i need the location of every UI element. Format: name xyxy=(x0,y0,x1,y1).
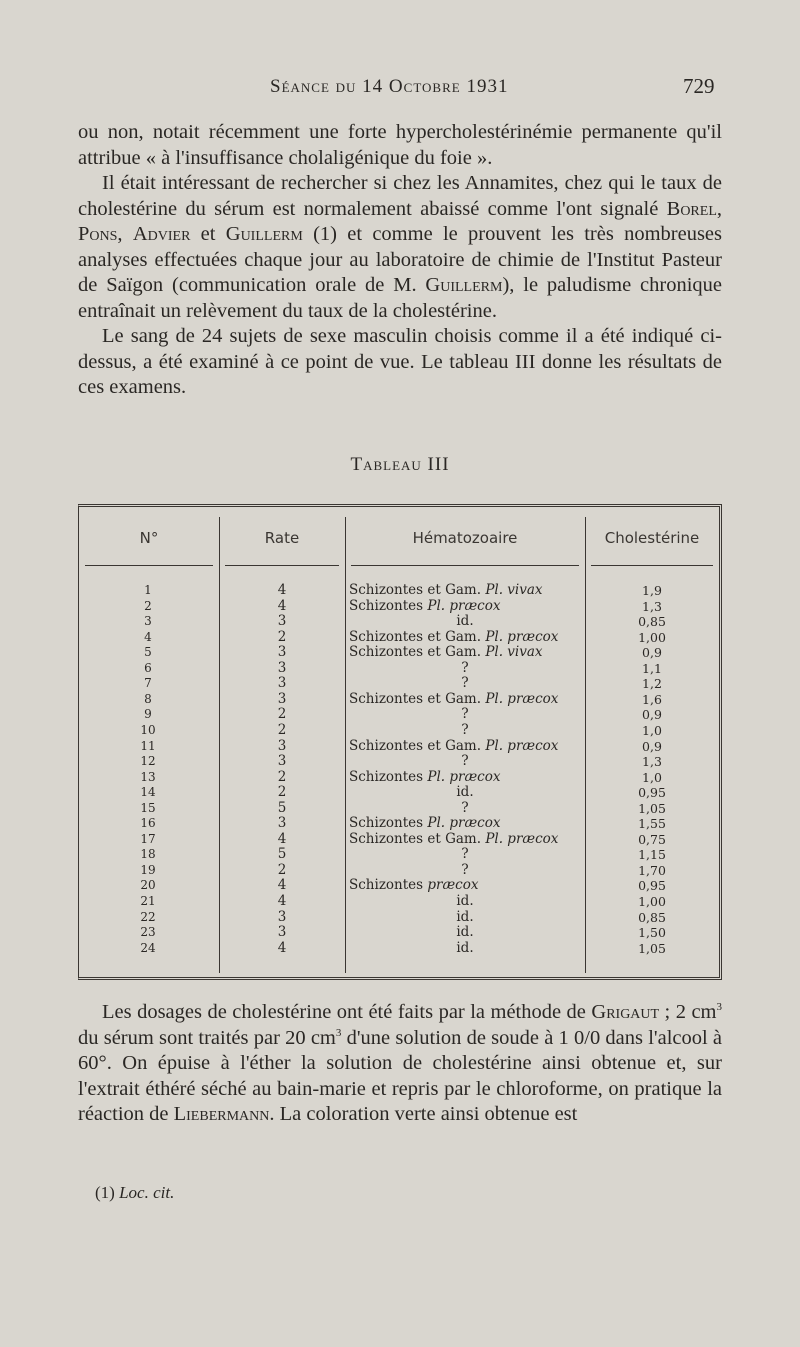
cell-rate: 3 xyxy=(277,675,287,692)
cell-rate: 2 xyxy=(277,628,287,645)
running-head xyxy=(0,70,800,100)
header-rule xyxy=(591,565,713,566)
table-caption: Tableau III xyxy=(350,454,450,475)
cell-cholesterine: 1,2 xyxy=(642,676,662,692)
cell-rate: 3 xyxy=(277,613,287,630)
cell-cholesterine: 0,9 xyxy=(642,707,662,723)
cell-cholesterine: 1,0 xyxy=(642,722,662,738)
cell-rate: 2 xyxy=(277,861,287,878)
cell-hematozoaire: Schizontes et Gam. Pl. præcox xyxy=(349,737,559,754)
cell-hematozoaire: ? xyxy=(461,721,469,738)
page-number: 729 xyxy=(683,74,715,98)
cell-hematozoaire: ? xyxy=(461,861,469,878)
cell-cholesterine: 0,9 xyxy=(642,645,662,661)
body-text-top xyxy=(78,120,722,401)
header-no: N° xyxy=(139,529,159,547)
cell-cholesterine: 0,95 xyxy=(638,785,666,801)
cell-cholesterine: 0,85 xyxy=(638,909,666,925)
header-cholesterine: Cholestérine xyxy=(604,529,700,547)
cell-hematozoaire: Schizontes et Gam. Pl. præcox xyxy=(349,690,559,707)
cell-rate: 4 xyxy=(277,877,287,894)
cell-rate: 4 xyxy=(277,893,287,909)
cell-hematozoaire: id. xyxy=(456,924,474,941)
cell-rate: 4 xyxy=(277,597,287,614)
cell-cholesterine: 1,00 xyxy=(638,629,666,645)
cell-no: 1 xyxy=(144,583,152,597)
cell-rate: 3 xyxy=(277,737,287,754)
cell-rate: 2 xyxy=(277,784,287,801)
cell-cholesterine: 0,95 xyxy=(638,878,666,894)
header-rate: Rate xyxy=(264,529,300,547)
cell-cholesterine: 1,05 xyxy=(638,940,666,956)
cell-rate: 2 xyxy=(277,721,287,738)
cell-hematozoaire: id. xyxy=(456,613,474,630)
cell-no: 6 xyxy=(144,660,152,675)
footnote xyxy=(95,1183,174,1203)
header-rule xyxy=(225,565,339,566)
cell-rate: 3 xyxy=(277,690,287,707)
cell-rate: 2 xyxy=(277,768,287,785)
cell-hematozoaire: Schizontes præcox xyxy=(349,877,479,894)
paragraph-3: Le sang de 24 sujets de sexe masculin choisis comme il a été indiqué ci-dessus, a été examiné à ce point de vue. Le tableau III donne les résultats de ces examens. xyxy=(78,325,722,398)
cell-cholesterine: 1,9 xyxy=(642,583,662,598)
cell-no: 15 xyxy=(140,800,156,815)
cell-no: 4 xyxy=(144,629,152,644)
cell-rate: 3 xyxy=(277,924,287,941)
cell-no: 3 xyxy=(144,614,152,629)
cell-rate: 5 xyxy=(277,846,287,863)
cell-rate: 2 xyxy=(277,706,287,723)
cell-cholesterine: 1,3 xyxy=(642,598,662,614)
header-rule xyxy=(85,565,213,566)
cell-cholesterine: 0,85 xyxy=(638,614,666,630)
cell-no: 7 xyxy=(144,676,152,691)
paragraph-2: Il était intéressant de rechercher si chez les Annamites, chez qui le taux de cholestérine du sérum est normalement abaissé comme l'ont signalé Borel, Pons, Advier et Guillerm (1) et comme le prouvent les très nombreuses analyses effectuées chaque jour au laboratoire de chimie de l'Institut Pasteur de Saïgon (communication orale de M. Guillerm), le paludisme chronique entraînait un relèvement du taux de la cholestérine. xyxy=(78,172,723,322)
cell-no: 12 xyxy=(140,754,156,769)
cell-no: 23 xyxy=(140,925,156,940)
cell-no: 11 xyxy=(140,738,156,753)
cell-cholesterine: 1,1 xyxy=(642,660,662,676)
cell-no: 10 xyxy=(140,722,156,737)
table-iii xyxy=(78,504,722,980)
cell-no: 8 xyxy=(144,691,152,706)
header-rule xyxy=(351,565,579,566)
cell-hematozoaire: Schizontes et Gam. Pl. vivax xyxy=(349,644,543,661)
cell-hematozoaire: Schizontes Pl. præcox xyxy=(349,597,501,614)
cell-no: 13 xyxy=(140,769,156,784)
cell-cholesterine: 1,50 xyxy=(638,925,666,941)
cell-rate: 3 xyxy=(277,908,287,925)
header-hematozoaire: Hématozoaire xyxy=(412,529,518,547)
cell-no: 2 xyxy=(144,598,152,613)
cell-hematozoaire: ? xyxy=(461,753,469,770)
cell-hematozoaire: Schizontes Pl. præcox xyxy=(349,768,501,785)
cell-hematozoaire: ? xyxy=(461,706,469,723)
cell-no: 22 xyxy=(140,909,156,924)
footnote-text: Loc. cit. xyxy=(119,1183,175,1202)
cell-hematozoaire: Schizontes et Gam. Pl. præcox xyxy=(349,830,559,847)
cell-cholesterine: 1,0 xyxy=(642,769,662,785)
cell-rate: 3 xyxy=(277,659,287,676)
cell-cholesterine: 1,15 xyxy=(638,847,666,863)
cell-no: 5 xyxy=(144,645,152,660)
cell-rate: 4 xyxy=(277,582,287,598)
cell-rate: 3 xyxy=(277,815,287,832)
cell-hematozoaire: ? xyxy=(461,799,469,816)
cell-rate: 3 xyxy=(277,753,287,770)
cell-no: 21 xyxy=(140,894,156,908)
cell-rate: 3 xyxy=(277,644,287,661)
body-text-bottom xyxy=(78,1000,722,1128)
cell-hematozoaire: Schizontes Pl. præcox xyxy=(349,815,501,832)
paragraph-1: ou non, notait récemment une forte hypercholestérinémie permanente qu'il attribue « à l'insuffisance cholaligénique du foie ». xyxy=(78,121,722,169)
cell-cholesterine: 1,6 xyxy=(642,691,662,707)
cell-no: 9 xyxy=(144,707,152,722)
paragraph-4: Les dosages de cholestérine ont été faits par la méthode de Grigaut ; 2 $cm^3$ du sérum sont traités par 20 $cm^3$ d'une solution de soude à 1 0/0 dans l'alcool à 60°. On épuise à l'éther la solution de cholestérine ainsi obtenue et, sur l'extrait éthéré séché au bain-marie et repris par le chloroforme, on pratique la réaction de Liebermann. La coloration verte ainsi obtenue est xyxy=(78,1001,722,1125)
cell-no: 18 xyxy=(140,847,156,862)
cell-hematozoaire: ? xyxy=(461,846,469,863)
cell-cholesterine: 0,75 xyxy=(638,831,666,847)
cell-cholesterine: 1,70 xyxy=(638,862,666,878)
running-head-title: Séance du 14 Octobre 1931 xyxy=(270,76,509,97)
cell-cholesterine: 1,05 xyxy=(638,800,666,816)
cell-hematozoaire: ? xyxy=(461,675,469,692)
cell-cholesterine: 1,3 xyxy=(642,754,662,770)
cell-hematozoaire: Schizontes et Gam. Pl. vivax xyxy=(349,582,543,598)
cell-no: 20 xyxy=(140,878,156,893)
cell-hematozoaire: id. xyxy=(456,908,474,925)
footnote-marker: (1) xyxy=(95,1183,115,1202)
cell-rate: 4 xyxy=(277,830,287,847)
cell-hematozoaire: id. xyxy=(456,784,474,801)
cell-hematozoaire: ? xyxy=(461,659,469,676)
cell-no: 19 xyxy=(140,862,156,877)
cell-cholesterine: 1,00 xyxy=(638,894,666,909)
cell-no: 17 xyxy=(140,831,156,846)
cell-rate: 5 xyxy=(277,799,287,816)
cell-hematozoaire: Schizontes et Gam. Pl. præcox xyxy=(349,628,559,645)
cell-hematozoaire: id. xyxy=(456,939,474,956)
cell-rate: 4 xyxy=(277,939,287,956)
cell-no: 16 xyxy=(140,816,156,831)
cell-cholesterine: 1,55 xyxy=(638,816,666,832)
cell-no: 14 xyxy=(140,785,156,800)
cell-hematozoaire: id. xyxy=(456,893,474,909)
cell-cholesterine: 0,9 xyxy=(642,738,662,754)
cell-no: 24 xyxy=(140,940,156,955)
